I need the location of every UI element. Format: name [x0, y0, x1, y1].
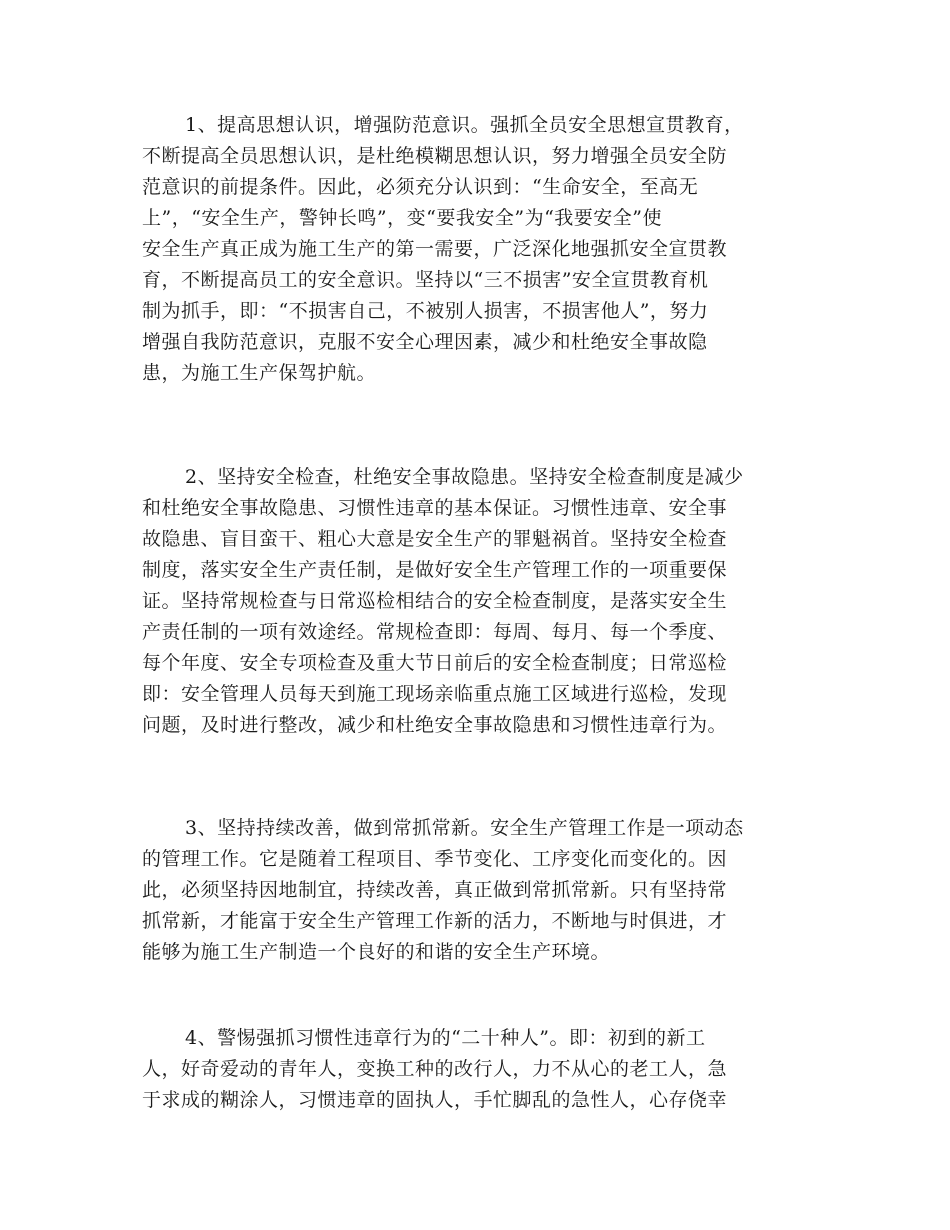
paragraph-line: 人，好奇爱动的青年人，变换工种的改行人，力不从心的老工人，急 [142, 1058, 728, 1080]
paragraph-line: 4、警惕强抓习惯性违章行为的“二十种人”。即：初到的新工 [185, 1027, 706, 1049]
paragraph-line: 于求成的糊涂人，习惯违章的固执人，手忙脚乱的急性人，心存侥幸 [142, 1089, 728, 1111]
paragraph-line: 能够为施工生产制造一个良好的和谐的安全生产环境。 [142, 941, 611, 963]
paragraph-line: 的管理工作。它是随着工程项目、季节变化、工序变化而变化的。因 [142, 848, 728, 870]
paragraph-4 [142, 1023, 810, 1116]
paragraph-line: 故隐患、盲目蛮干、粗心大意是安全生产的罪魁祸首。坚持安全检查 [142, 528, 728, 550]
paragraph-line: 制为抓手，即：“不损害自己，不被别人损害，不损害他人”，努力 [142, 300, 709, 322]
paragraph-line: 3、坚持持续改善，做到常抓常新。安全生产管理工作是一项动态 [185, 817, 744, 839]
paragraph-line: 范意识的前提条件。因此，必须充分认识到：“生命安全，至高无 [142, 176, 699, 198]
paragraph-line: 增强自我防范意识，克服不安全心理因素，减少和杜绝安全事故隐 [142, 331, 708, 353]
paragraph-line: 患，为施工生产保驾护航。 [142, 362, 377, 384]
paragraph-line: 2、坚持安全检查，杜绝安全事故隐患。坚持安全检查制度是减少 [185, 466, 744, 488]
paragraph-line: 证。坚持常规检查与日常巡检相结合的安全检查制度，是落实安全生 [142, 590, 728, 612]
paragraph-3 [142, 813, 810, 968]
paragraph-line: 此，必须坚持因地制宜，持续改善，真正做到常抓常新。只有坚持常 [142, 879, 728, 901]
paragraph-line: 上”，“安全生产，警钟长鸣”，变“要我安全”为“我要安全”使 [142, 207, 662, 229]
paragraph-line: 问题，及时进行整改，减少和杜绝安全事故隐患和习惯性违章行为。 [142, 714, 728, 736]
paragraph-line: 和杜绝安全事故隐患、习惯性违章的基本保证。习惯性违章、安全事 [142, 497, 728, 519]
paragraph-line: 制度，落实安全生产责任制，是做好安全生产管理工作的一项重要保 [142, 559, 728, 581]
paragraph-line: 不断提高全员思想认识，是杜绝模糊思想认识，努力增强全员安全防 [142, 145, 728, 167]
paragraph-2 [142, 462, 810, 741]
paragraph-line: 每个年度、安全专项检查及重大节日前后的安全检查制度；日常巡检 [142, 652, 728, 674]
paragraph-line: 1、提高思想认识，增强防范意识。强抓全员安全思想宣贯教育， [185, 114, 744, 136]
paragraph-line: 安全生产真正成为施工生产的第一需要，广泛深化地强抓安全宣贯教 [142, 238, 728, 260]
paragraph-line: 抓常新，才能富于安全生产管理工作新的活力，不断地与时俱进，才 [142, 910, 728, 932]
paragraph-line: 即：安全管理人员每天到施工现场亲临重点施工区域进行巡检，发现 [142, 683, 728, 705]
paragraph-1 [142, 110, 810, 389]
paragraph-line: 产责任制的一项有效途经。常规检查即：每周、每月、每一个季度、 [142, 621, 728, 643]
paragraph-line: 育，不断提高员工的安全意识。坚持以“三不损害”安全宣贯教育机 [142, 269, 709, 291]
